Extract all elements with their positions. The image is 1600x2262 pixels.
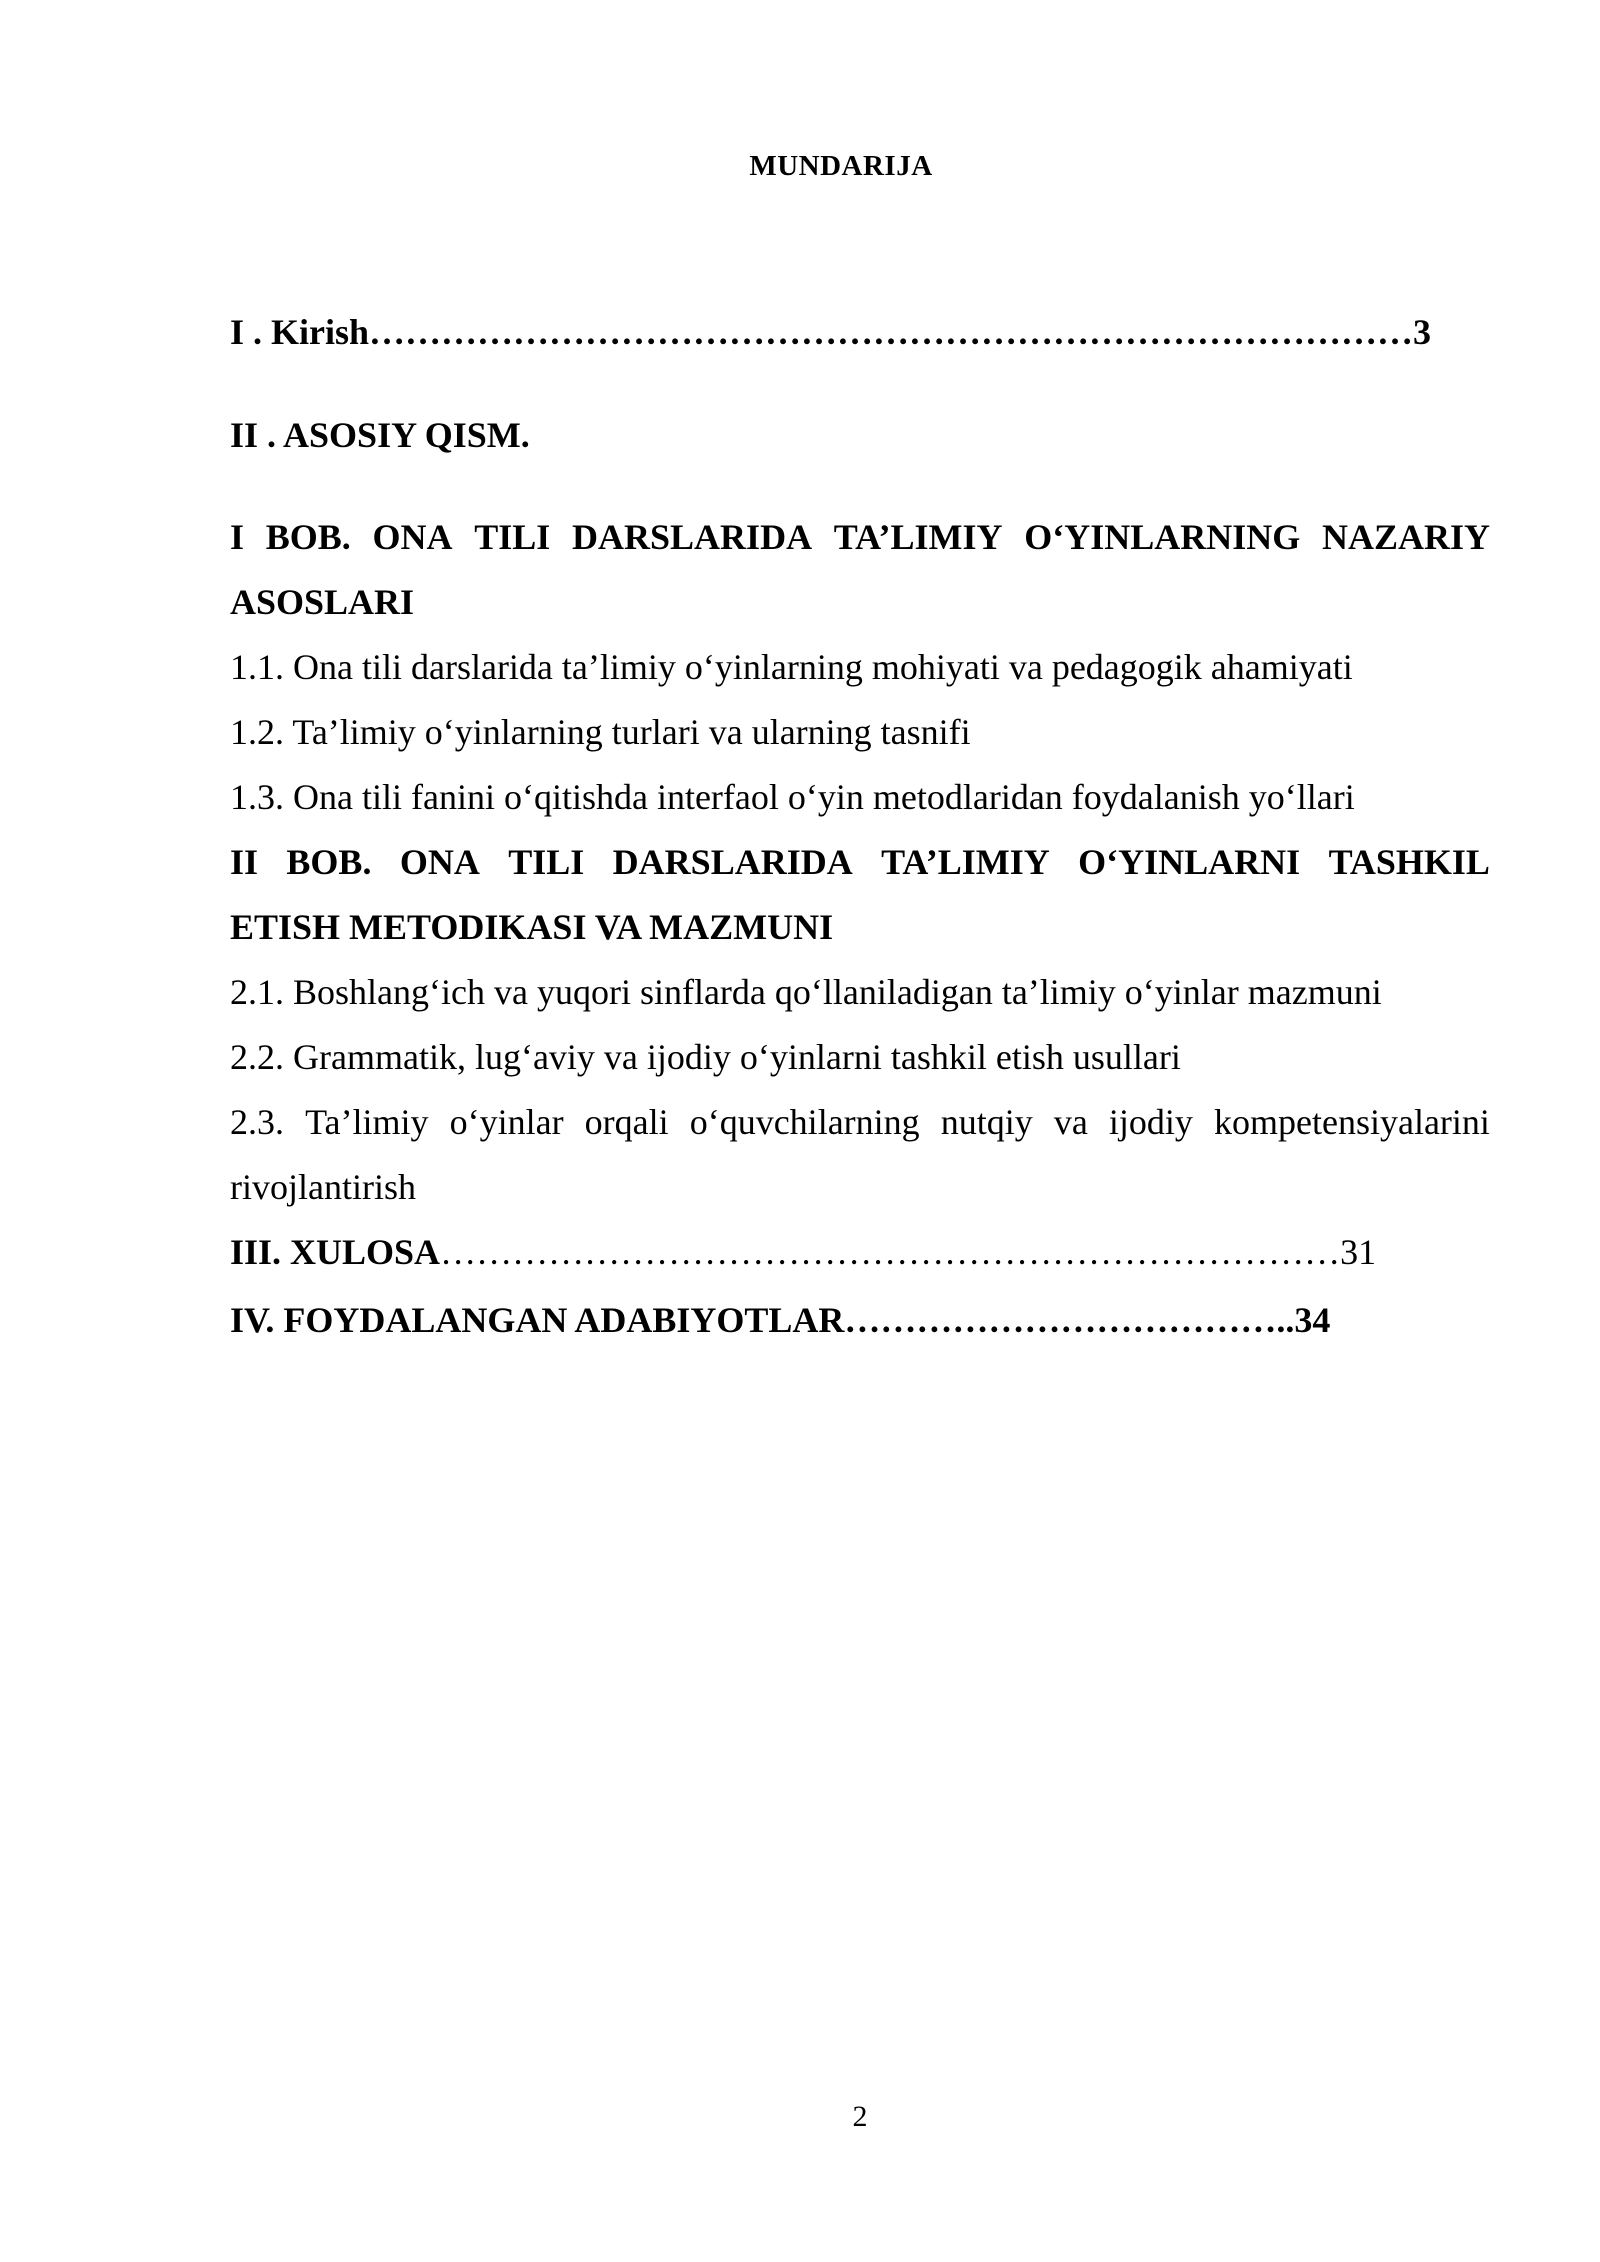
toc-entry-bob1-line2[interactable] bbox=[230, 580, 414, 624]
toc-word: II bbox=[230, 842, 259, 882]
toc-entry-1-1[interactable] bbox=[230, 645, 1353, 689]
toc-word: TILI bbox=[508, 842, 585, 882]
toc-entry-label: 2.1. Boshlang‘ich va yuqori sinflarda qo‘llaniladigan ta’limiy o‘yinlar mazmuni bbox=[230, 972, 1382, 1012]
toc-entry-label: ASOSLARI bbox=[230, 582, 415, 622]
toc-entry-kirish[interactable] bbox=[230, 310, 1431, 354]
toc-word: BOB. bbox=[286, 842, 372, 882]
toc-word: NAZARIY bbox=[1321, 517, 1490, 557]
toc-leader-dots: ……………………………….. bbox=[844, 1300, 1295, 1340]
toc-entry-label: 2.2. Grammatik, lug‘aviy va ijodiy o‘yinlarni tashkil etish usullari bbox=[230, 1037, 1181, 1077]
toc-entry-asosiy[interactable] bbox=[230, 413, 530, 457]
toc-entry-label: rivojlantirish bbox=[230, 1167, 416, 1207]
toc-word: O‘YINLARNI bbox=[1078, 842, 1301, 882]
toc-entry-2-3-line2[interactable] bbox=[230, 1165, 416, 1209]
toc-entry-label: III. XULOSA bbox=[230, 1232, 441, 1272]
toc-entry-2-1[interactable] bbox=[230, 970, 1382, 1014]
toc-word: TA’LIMIY bbox=[833, 517, 1003, 557]
toc-word: BOB. bbox=[265, 517, 351, 557]
toc-word: TILI bbox=[474, 517, 551, 557]
toc-leader-dots: ………………………………………………………………… bbox=[440, 1232, 1341, 1272]
toc-entry-1-2[interactable] bbox=[230, 710, 971, 754]
toc-entry-label: II . ASOSIY QISM. bbox=[230, 415, 530, 455]
toc-word: kompetensiyalarini bbox=[1214, 1102, 1490, 1142]
toc-word: I bbox=[230, 517, 245, 557]
toc-word: DARSLARIDA bbox=[612, 842, 853, 882]
toc-leader-dots: …………………………………………………………………………… bbox=[369, 312, 1414, 352]
toc-word: o‘yinlar bbox=[449, 1102, 564, 1142]
toc-entry-bob2-line2[interactable] bbox=[230, 905, 833, 949]
toc-word: DARSLARIDA bbox=[572, 517, 813, 557]
toc-entry-1-3[interactable] bbox=[230, 775, 1355, 819]
page-number: 2 bbox=[852, 2100, 868, 2133]
toc-word: o‘quvchilarning bbox=[689, 1102, 920, 1142]
toc-entry-bob2-line1[interactable] bbox=[230, 840, 1490, 884]
toc-entry-2-2[interactable] bbox=[230, 1035, 1181, 1079]
toc-entry-xulosa[interactable] bbox=[230, 1230, 1376, 1274]
toc-entry-label: 1.1. Ona tili darslarida ta’limiy o‘yinlarning mohiyati va pedagogik ahamiyati bbox=[230, 647, 1353, 687]
toc-word: ONA bbox=[399, 842, 480, 882]
toc-page-number: 34 bbox=[1294, 1300, 1331, 1340]
toc-entry-bob1-line1[interactable] bbox=[230, 515, 1490, 559]
toc-entry-adabiyotlar[interactable] bbox=[230, 1298, 1330, 1342]
toc-word: Ta’limiy bbox=[305, 1102, 429, 1142]
toc-word: ijodiy bbox=[1108, 1102, 1193, 1142]
toc-word: TASHKIL bbox=[1328, 842, 1490, 882]
toc-page-number: 3 bbox=[1413, 312, 1432, 352]
toc-entry-label: 1.3. Ona tili fanini o‘qitishda interfaol o‘yin metodlaridan foydalanish yo‘llari bbox=[230, 777, 1355, 817]
toc-word: TA’LIMIY bbox=[881, 842, 1050, 882]
toc-word: O‘YINLARNING bbox=[1024, 517, 1301, 557]
toc-entry-label: I . Kirish bbox=[230, 312, 370, 352]
toc-entry-label: IV. FOYDALANGAN ADABIYOTLAR bbox=[230, 1300, 845, 1340]
toc-word: orqali bbox=[584, 1102, 669, 1142]
toc-entry-label: 1.2. Ta’limiy o‘yinlarning turlari va ularning tasnifi bbox=[230, 712, 971, 752]
page-title: MUNDARIJA bbox=[749, 150, 933, 182]
toc-page-number: 31 bbox=[1340, 1232, 1377, 1272]
toc-entry-2-3-line1[interactable] bbox=[230, 1100, 1490, 1144]
toc-word: ONA bbox=[372, 517, 453, 557]
toc-entry-label: ETISH METODIKASI VA MAZMUNI bbox=[230, 907, 834, 947]
toc-word: nutqiy bbox=[940, 1102, 1033, 1142]
toc-word: 2.3. bbox=[230, 1102, 284, 1142]
toc-word: va bbox=[1053, 1102, 1088, 1142]
